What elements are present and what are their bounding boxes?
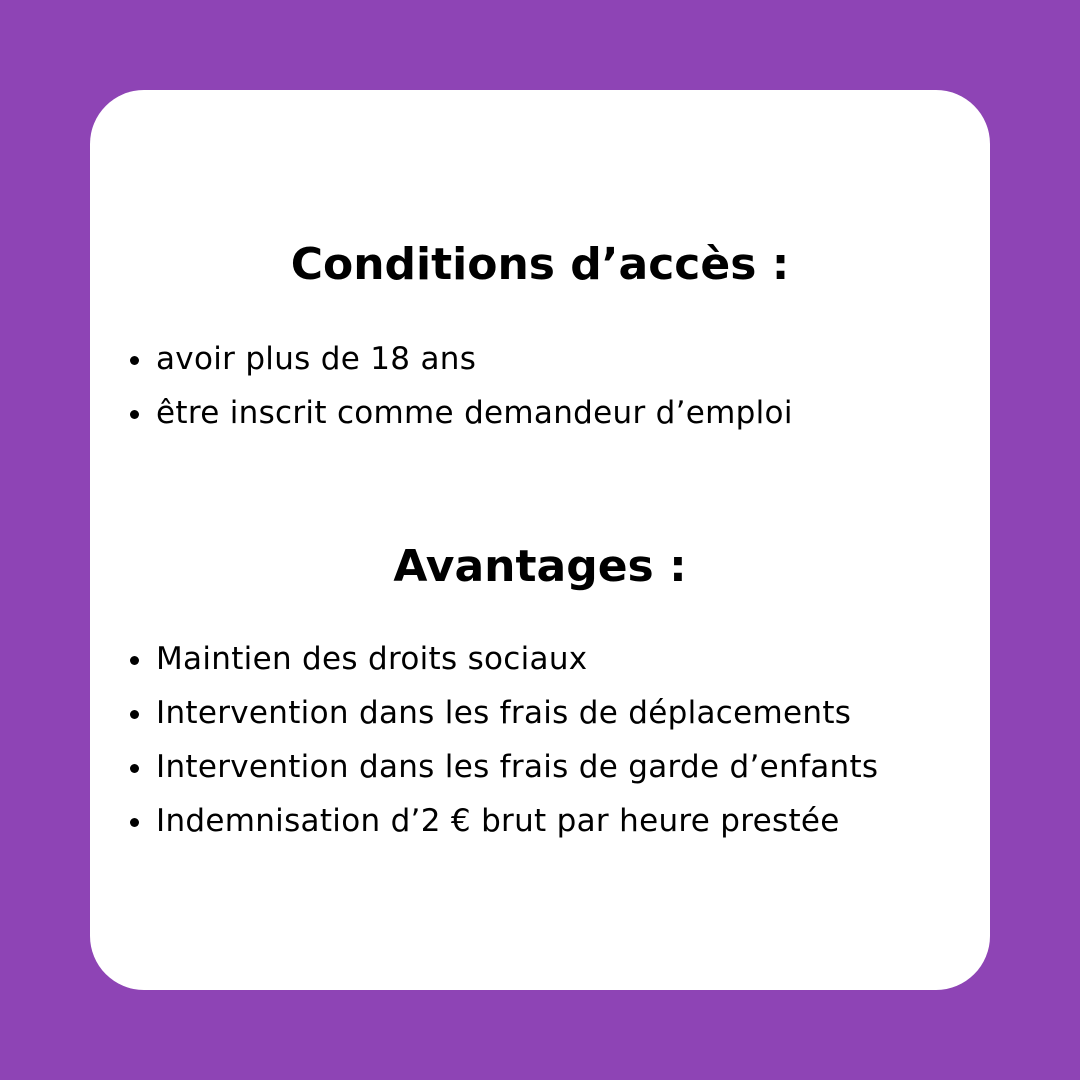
avantages-list [128,632,878,848]
list-item-text: être inscrit comme demandeur d’emploi [156,395,793,431]
conditions-title: Conditions d’accès : [290,239,790,290]
list-item [128,632,878,686]
list-item [128,740,878,794]
info-card [90,90,990,990]
list-item-text: Indemnisation d’2 € brut par heure prestée [156,803,840,839]
list-item-text: Intervention dans les frais de garde d’enfants [156,749,879,785]
list-item [128,386,793,440]
bullet-icon [130,764,139,773]
list-item [128,686,878,740]
bullet-icon [130,410,139,419]
bullet-icon [130,656,139,665]
avantages-title: Avantages : [393,541,687,592]
bullet-icon [130,818,139,827]
bullet-icon [130,710,139,719]
list-item-text: Intervention dans les frais de déplacements [156,695,852,731]
list-item-text: avoir plus de 18 ans [156,341,477,377]
list-item-text: Maintien des droits sociaux [156,641,588,677]
bullet-icon [130,356,139,365]
conditions-list [128,332,793,440]
list-item [128,332,793,386]
list-item [128,794,878,848]
